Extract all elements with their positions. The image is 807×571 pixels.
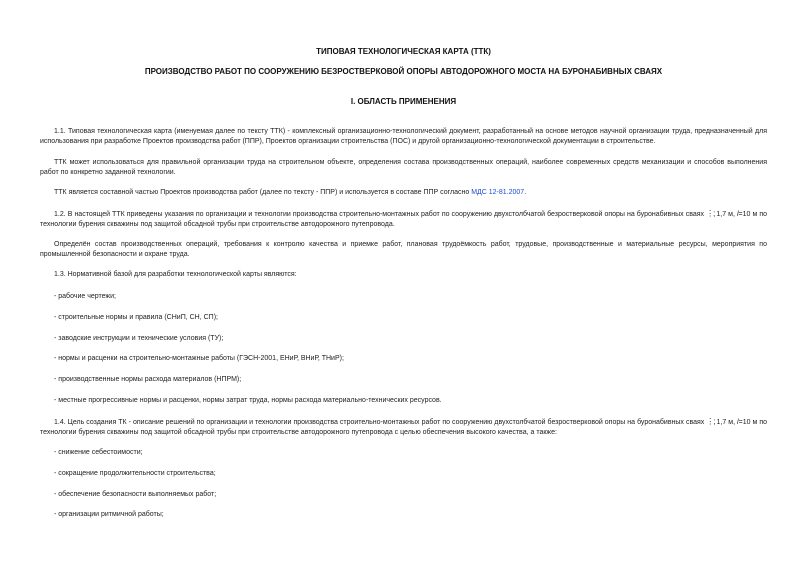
document-title: ТИПОВАЯ ТЕХНОЛОГИЧЕСКАЯ КАРТА (ТТК) [316,47,491,56]
paragraph-ttk-ppr [40,188,767,198]
list-item: - рабочие чертежи; [54,293,116,300]
diameter-symbol-icon: ⋮; [706,417,715,426]
paragraph-1-1: 1.1. Типовая технологическая карта (именуемая далее по тексту ТТК) - комплексный организационно-технологический документ, разработанный на основе методов научной организации труда, предназначенный для использования при разработке Проектов производства работ (ППР), Проектов организации строительства (ПОС) и другой организационно-технологической документации в строительстве. [40,128,767,145]
list-item: - местные прогрессивные нормы и расценки, нормы затрат труда, нормы расхода материально-технических ресурсов. [54,397,442,404]
paragraph-ttk-usage: ТТК может использоваться для правильной организации труда на строительном объекте, определения состава производственных операций, наиболее современных средств механизации и способов выполнения работ по конкретно заданной технологии. [40,159,767,176]
list-item: - строительные нормы и правила (СНиП, СН, СП); [54,314,218,321]
list-item: - заводские инструкции и технические условия (ТУ); [54,335,224,342]
diameter-symbol-icon: ⋮; [706,209,715,218]
list-item: - организации ритмичной работы; [54,511,164,518]
paragraph-1-4 [40,417,767,438]
mds-link[interactable]: МДС 12-81.2007 [471,189,525,196]
paragraph-text: 1.4. Цель создания ТК - описание решений по организации и технологии производства строительно-монтажных работ по сооружению двухстолбчатой безростверковой опоры на буронабивных сваях [54,419,707,426]
length-variable: l [737,419,739,426]
paragraph-text: . [524,189,527,196]
paragraph-text: =10 м по технологии бурения скважины под защитой обсадной трубы при строительстве автодорожного путепровода. [40,211,767,228]
paragraph-1-2 [40,209,767,230]
list-item: - обеспечение безопасности выполняемых работ; [54,491,217,498]
paragraph-text: =10 м по технологии бурения скважины под защитой обсадной трубы при строительстве автодорожного путепровода с целью обеспечения высокого качества, а также: [40,419,768,436]
paragraph-1-3: 1.3. Нормативной базой для разработки технологической карты являются: [54,271,297,278]
list-item: - сокращение продолжительности строительства; [54,470,216,477]
paragraph-text: 1.2. В настоящей ТТК приведены указания по организации и технологии производства строительно-монтажных работ по сооружению двухстолбчатой безростверковой опоры на буронабивных сваях [54,211,707,218]
list-item: - снижение себестоимости; [54,449,143,456]
list-item: - нормы и расценки на строительно-монтажные работы (ГЭСН-2001, ЕНиР, ВНиР, ТНиР); [54,355,344,362]
paragraph-text: 1,7 м, [714,419,738,426]
section-heading: I. ОБЛАСТЬ ПРИМЕНЕНИЯ [350,97,457,106]
list-item: - производственные нормы расхода материалов (НПРМ); [54,376,242,383]
length-variable: l [736,211,739,218]
paragraph-text: 1,7 м, [714,211,737,218]
paragraph-operations: Определён состав производственных операций, требования к контролю качества и приемке работ, плановая трудоёмкость работ, трудовые, производственные и материальные ресурсы, мероприятия по промышленной безопасности и охране труда. [40,241,767,258]
document-subtitle: ПРОИЗВОДСТВО РАБОТ ПО СООРУЖЕНИЮ БЕЗРОСТВЕРКОВОЙ ОПОРЫ АВТОДОРОЖНОГО МОСТА НА БУРОНАБИВНЫХ СВАЯХ [144,67,663,76]
paragraph-text: ТТК является составной частью Проектов производства работ (далее по тексту - ППР) и используется в составе ППР согласно [54,189,472,196]
